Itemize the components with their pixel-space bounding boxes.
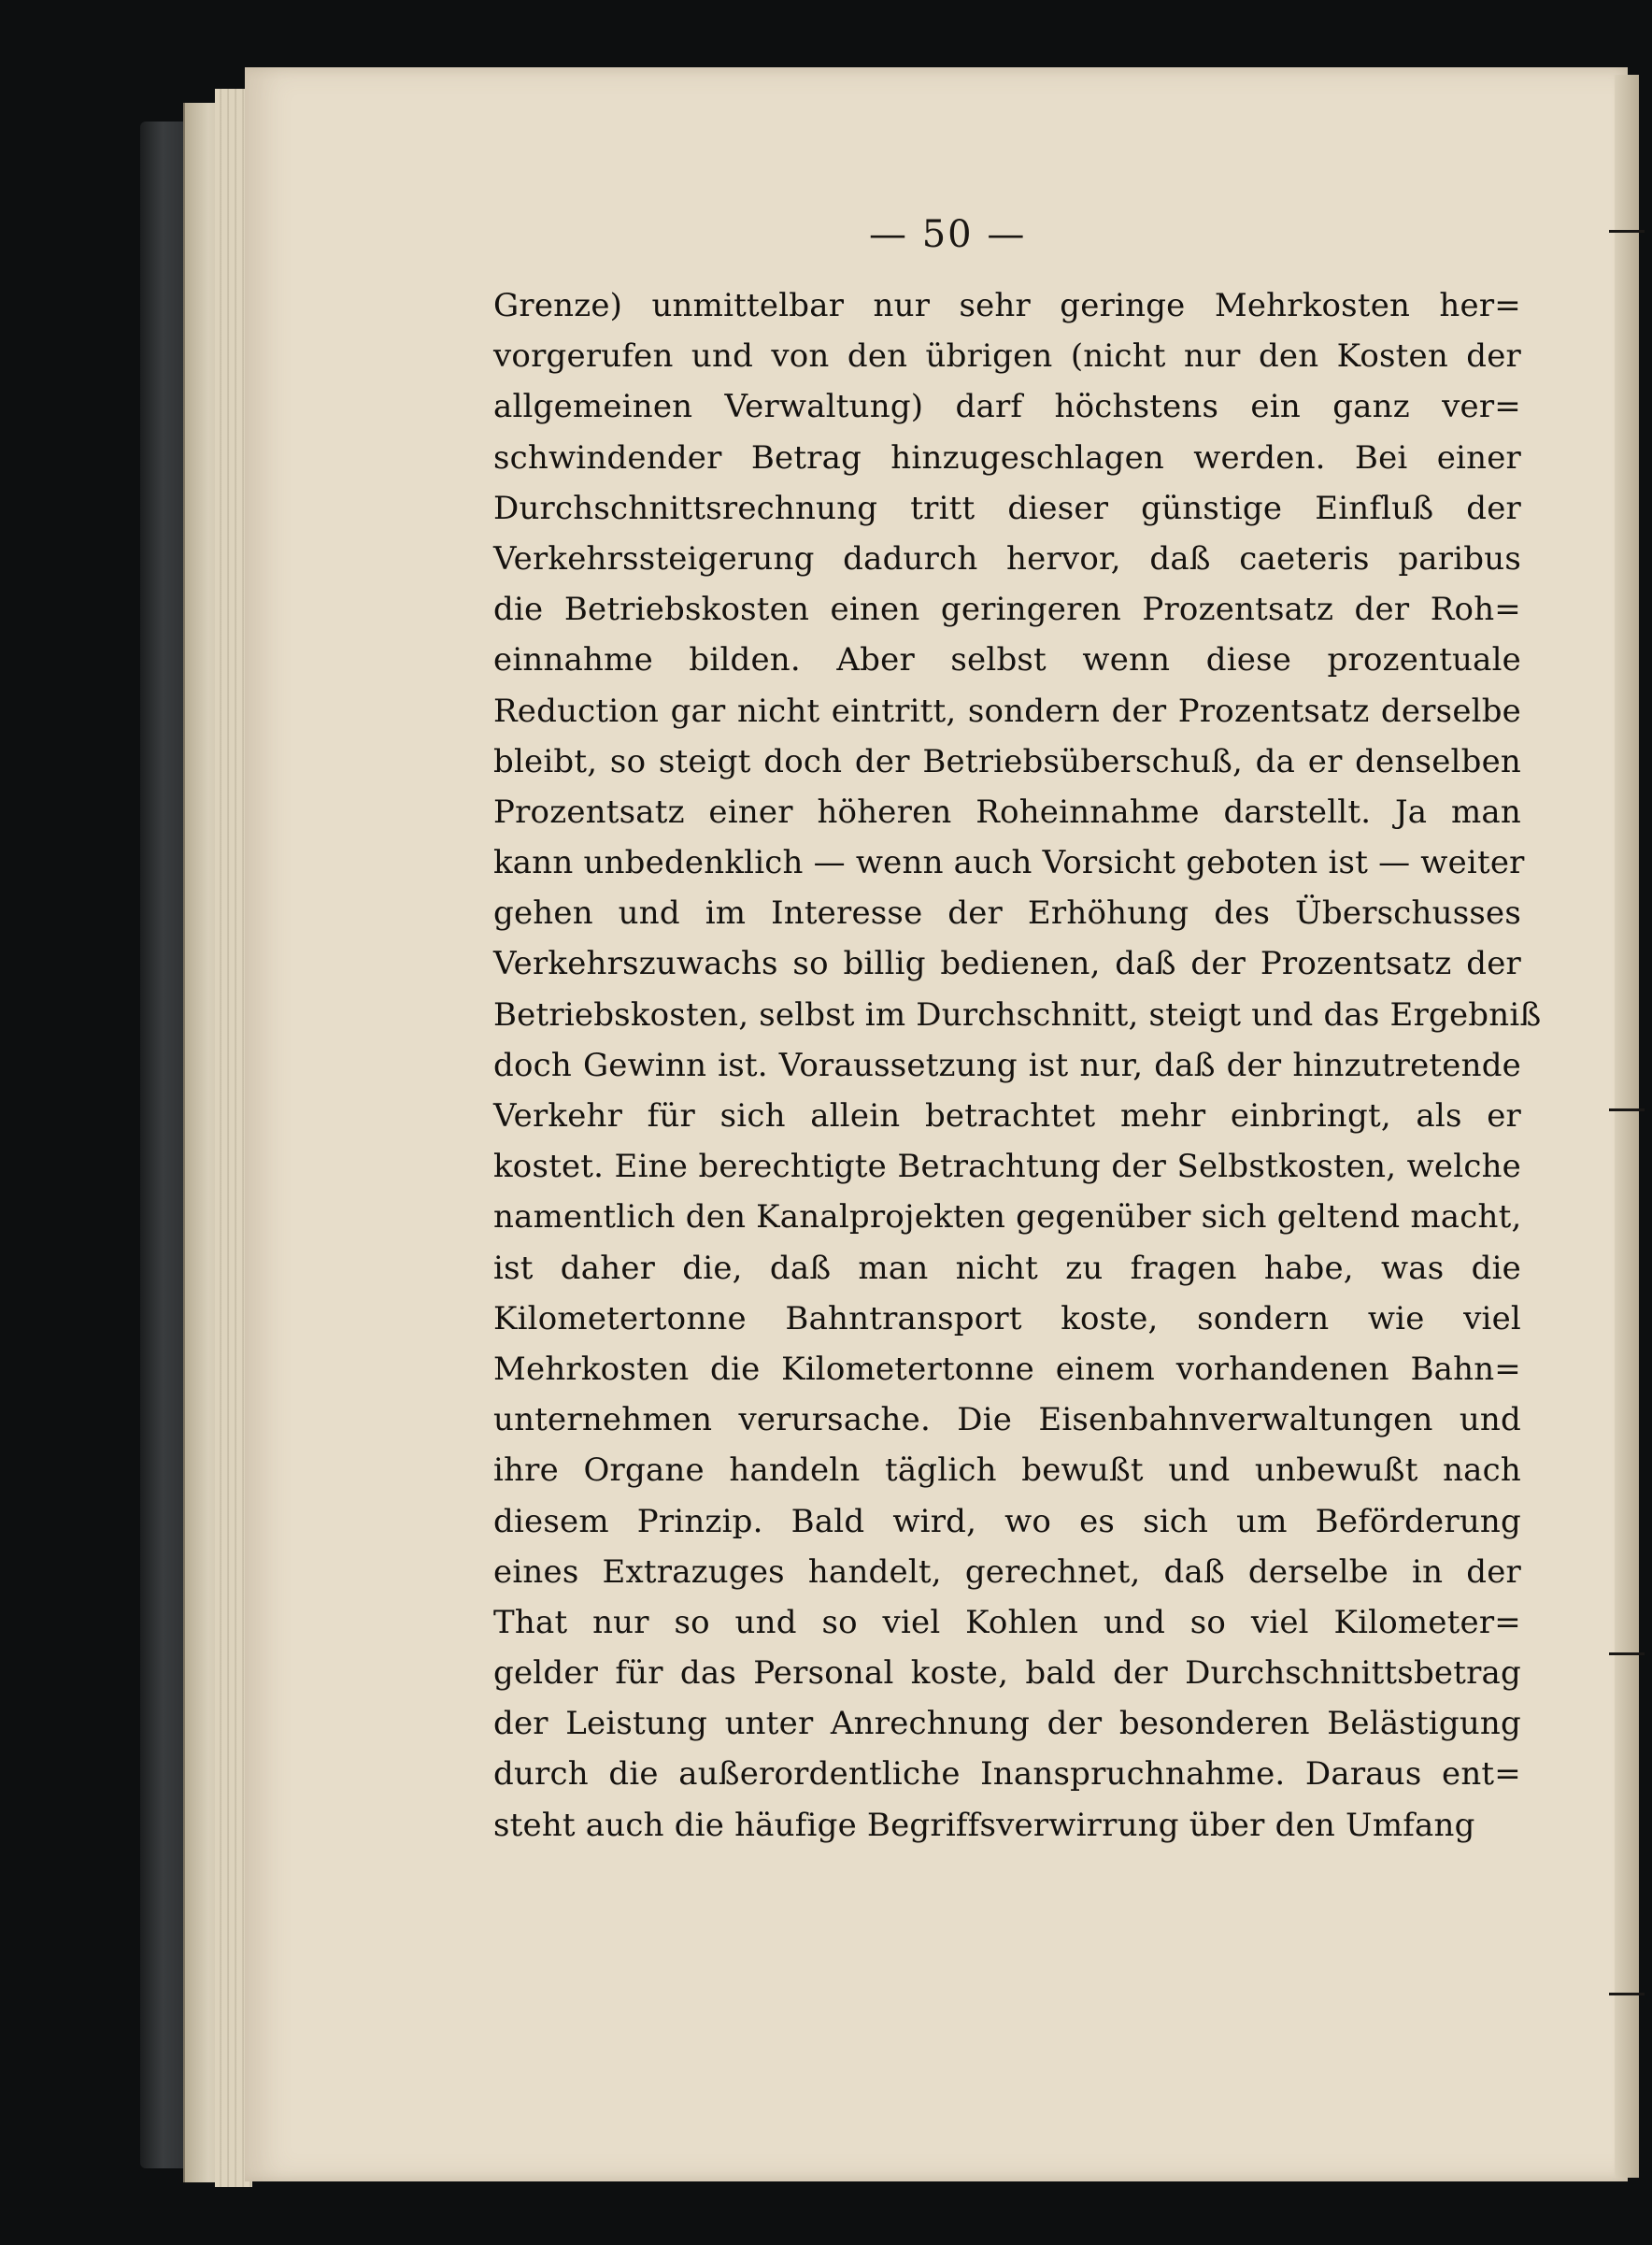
margin-mark bbox=[1609, 1108, 1645, 1111]
text-line: gelder für das Personal koste, bald der Durchschnittsbetrag bbox=[493, 1654, 1521, 1693]
margin-mark bbox=[1609, 1652, 1645, 1655]
text-line: vorgerufen und von den übrigen (nicht nur den Kosten der bbox=[493, 337, 1521, 376]
text-line: allgemeinen Verwaltung) darf höchstens ein ganz ver= bbox=[493, 388, 1521, 426]
text-line: einnahme bilden. Aber selbst wenn diese prozentuale bbox=[493, 641, 1521, 679]
text-line: Durchschnittsrechnung tritt dieser günstige Einfluß der bbox=[493, 489, 1521, 527]
margin-mark bbox=[1609, 230, 1645, 233]
text-line: durch die außerordentliche Inanspruchnahme. Daraus ent= bbox=[493, 1755, 1521, 1794]
text-line: Betriebskosten, selbst im Durchschnitt, steigt und das Ergebniß bbox=[493, 995, 1542, 1034]
body-text bbox=[493, 280, 1542, 1851]
text-line: kostet. Eine berechtigte Betrachtung der Selbstkosten, welche bbox=[493, 1148, 1521, 1186]
text-line: Grenze) unmittelbar nur sehr geringe Mehrkosten her= bbox=[493, 287, 1521, 324]
text-line: eines Extrazuges handelt, gerechnet, daß derselbe in der bbox=[493, 1552, 1521, 1591]
text-line: Verkehrssteigerung dadurch hervor, daß caeteris paribus bbox=[493, 539, 1521, 578]
text-line: ihre Organe handeln täglich bewußt und unbewußt nach bbox=[493, 1451, 1521, 1490]
page-right-edge bbox=[1615, 75, 1639, 2178]
text-line: Prozentsatz einer höheren Roheinnahme darstellt. Ja man bbox=[493, 793, 1521, 831]
text-line: Verkehr für sich allein betrachtet mehr einbringt, als er bbox=[493, 1097, 1521, 1135]
text-line: kann unbedenklich — wenn auch Vorsicht geboten ist — weiter bbox=[493, 844, 1525, 882]
text-line: ist daher die, daß man nicht zu fragen habe, was die bbox=[493, 1249, 1521, 1287]
text-line: gehen und im Interesse der Erhöhung des Überschusses bbox=[493, 894, 1521, 933]
text-line: bleibt, so steigt doch der Betriebsüberschuß, da er denselben bbox=[493, 742, 1521, 780]
text-line: Verkehrszuwachs so billig bedienen, daß der Prozentsatz der bbox=[493, 945, 1521, 983]
text-line: steht auch die häufige Begriffsverwirrung über den Umfang bbox=[493, 1806, 1475, 1844]
text-line: Reduction gar nicht eintritt, sondern der Prozentsatz derselbe bbox=[493, 692, 1521, 730]
text-line: Mehrkosten die Kilometertonne einem vorhandenen Bahn= bbox=[493, 1350, 1521, 1388]
page-number: — 50 — bbox=[869, 213, 1027, 256]
text-line: That nur so und so viel Kohlen und so viel Kilometer= bbox=[493, 1603, 1521, 1641]
text-line: diesem Prinzip. Bald wird, wo es sich um Beförderung bbox=[493, 1502, 1521, 1540]
text-line: namentlich den Kanalprojekten gegenüber sich geltend macht, bbox=[493, 1198, 1522, 1237]
text-line: schwindender Betrag hinzugeschlagen werden. Bei einer bbox=[493, 438, 1521, 477]
text-line: doch Gewinn ist. Voraussetzung ist nur, daß der hinzutretende bbox=[493, 1046, 1521, 1084]
text-line: der Leistung unter Anrechnung der besonderen Belästigung bbox=[493, 1705, 1521, 1743]
text-line: Kilometertonne Bahntransport koste, sondern wie viel bbox=[493, 1299, 1521, 1337]
margin-mark bbox=[1609, 1993, 1645, 1995]
text-line: die Betriebskosten einen geringeren Prozentsatz der Roh= bbox=[493, 591, 1521, 629]
text-line: unternehmen verursache. Die Eisenbahnverwaltungen und bbox=[493, 1401, 1521, 1439]
